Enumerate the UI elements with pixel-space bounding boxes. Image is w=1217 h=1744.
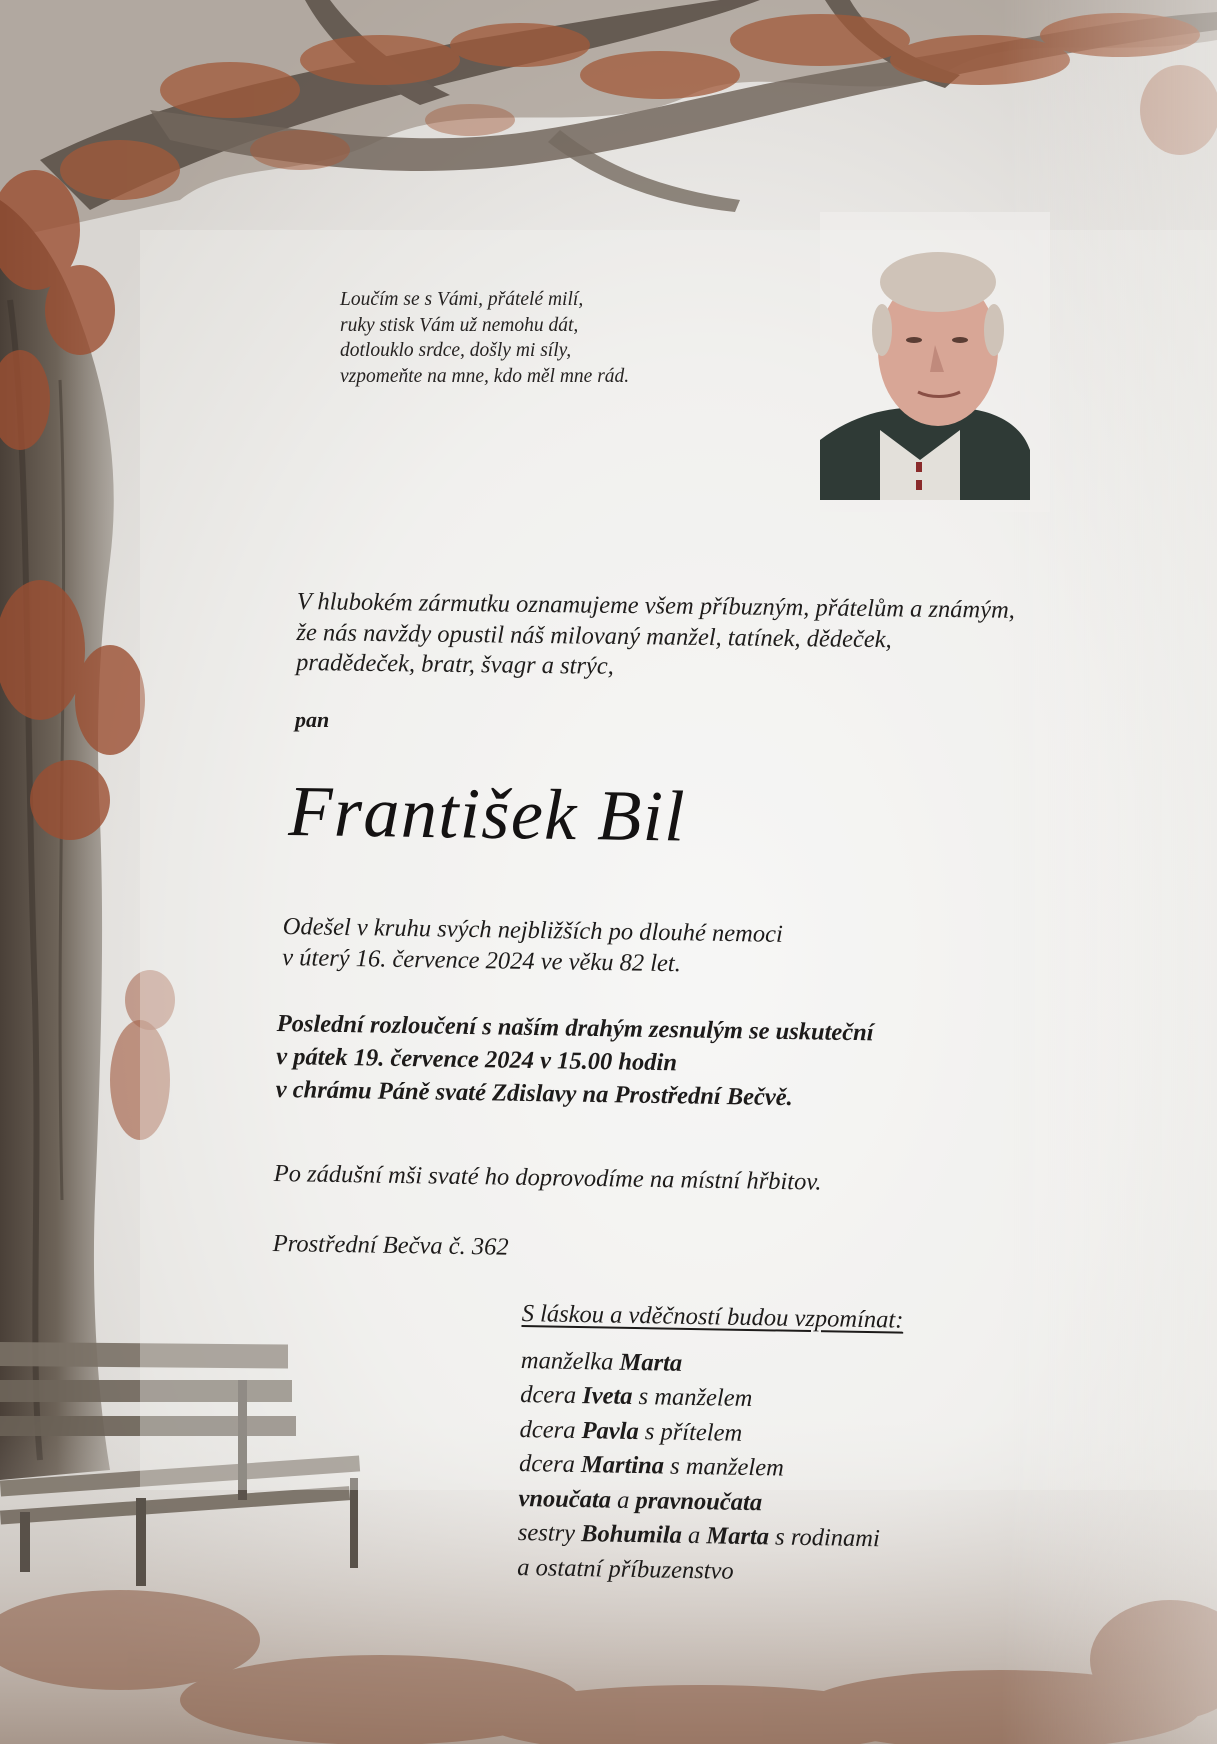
poem-line: dotlouklo srdce, došly mi síly, xyxy=(340,340,572,361)
mourner-name: Pavla xyxy=(581,1416,639,1445)
deceased-name: František Bil xyxy=(287,770,687,857)
portrait-photo xyxy=(820,212,1050,512)
mourner-line xyxy=(519,1447,901,1488)
funeral-details xyxy=(275,1007,873,1115)
announcement-text xyxy=(296,587,1015,687)
mourner-line xyxy=(517,1550,899,1591)
poem-line: ruky stisk Vám už nemohu dát, xyxy=(340,314,579,336)
mourner-relation: s přítelem xyxy=(638,1417,743,1447)
mourner-relation: s rodinami xyxy=(768,1523,880,1553)
mourner-name: pravnoučata xyxy=(635,1486,763,1516)
mourner-relation: dcera xyxy=(519,1415,582,1444)
mourner-name: vnoučata xyxy=(518,1484,612,1514)
funeral-line: v pátek 19. července 2024 v 15.00 hodin xyxy=(276,1042,678,1077)
death-details-line: Odešel v kruhu svých nejbližších po dlouhé nemoci xyxy=(282,912,784,948)
farewell-poem xyxy=(340,287,629,389)
mourner-relation: a xyxy=(610,1486,636,1514)
poem-line: Loučím se s Vámi, přátelé milí, xyxy=(340,289,584,310)
mourner-relation: dcera xyxy=(518,1449,582,1479)
burial-note: Po zádušní mši svaté ho doprovodíme na místní hřbitov. xyxy=(273,1160,822,1196)
mourner-relation: manželka xyxy=(520,1346,620,1376)
funeral-line: Poslední rozloučení s naším drahým zesnulým se uskuteční xyxy=(276,1009,874,1047)
death-details xyxy=(282,912,783,981)
funeral-line: v chrámu Páně svaté Zdislavy na Prostřední Bečvě. xyxy=(275,1075,794,1112)
mourner-lines xyxy=(517,1343,903,1591)
mourner-relation: s manželem xyxy=(632,1382,753,1413)
announcement-line: že nás navždy opustil náš milovaný manžel, tatínek, dědeček, xyxy=(296,618,892,653)
mourner-relation: s manželem xyxy=(663,1452,785,1482)
family-address: Prostřední Bečva č. 362 xyxy=(272,1230,509,1261)
announcement-line: pradědeček, bratr, švagr a strýc, xyxy=(295,648,614,680)
mourners-list xyxy=(517,1297,904,1592)
mourner-line xyxy=(518,1516,900,1557)
mourner-relation: a ostatní příbuzenstvo xyxy=(517,1553,734,1585)
poem-line: vzpomeňte na mne, kdo měl mne rád. xyxy=(340,365,630,387)
honorific: pan xyxy=(295,707,330,732)
mourner-name: Martina xyxy=(580,1451,665,1480)
mourner-relation: dcera xyxy=(520,1380,583,1410)
mourner-name: Iveta xyxy=(581,1382,633,1410)
mourner-relation: a xyxy=(681,1521,707,1550)
mourner-name: Marta xyxy=(619,1348,683,1377)
mourners-heading: S láskou a vděčností budou vzpomínat: xyxy=(521,1299,904,1334)
death-details-line: v úterý 16. července 2024 ve věku 82 let. xyxy=(282,943,682,977)
announcement-line: V hlubokém zármutku oznamujeme všem příbuzným, přátelům a známým, xyxy=(296,587,1016,624)
mourner-relation: sestry xyxy=(517,1518,582,1548)
mourner-name: Bohumila xyxy=(580,1520,683,1549)
mourner-name: Marta xyxy=(706,1522,770,1551)
